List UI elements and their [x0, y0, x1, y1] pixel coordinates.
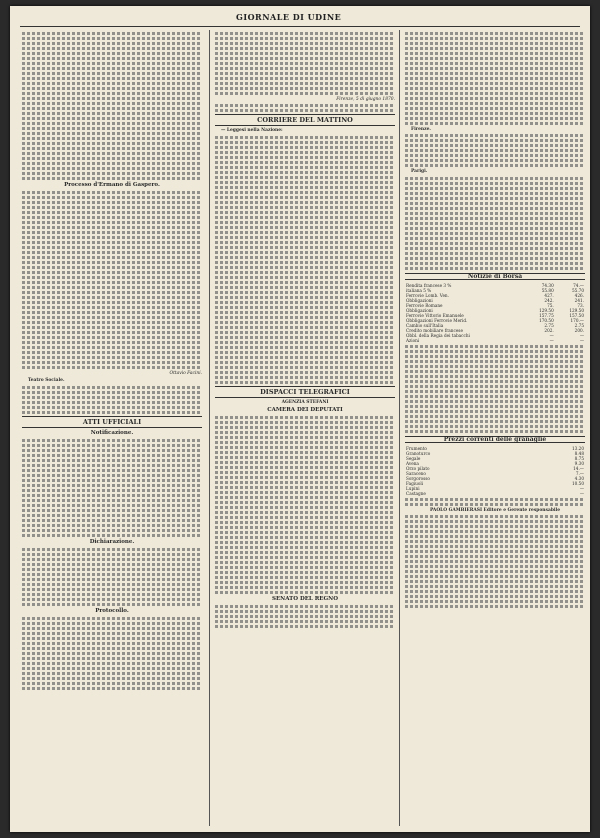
heading-parigi: Parigi.	[411, 169, 428, 175]
granaglie-label: Avena	[406, 461, 419, 467]
granaglie-label: Castagne	[406, 491, 426, 497]
granaglie-value: 8.48	[574, 451, 584, 457]
article-text	[405, 134, 585, 167]
column-2	[215, 30, 395, 828]
article-text	[405, 498, 585, 506]
granaglie-label: Sorgorosso	[406, 476, 430, 482]
borsa-value: 129.50	[569, 307, 584, 313]
granaglie-value: —	[579, 486, 584, 492]
borsa-value: 200.	[574, 327, 584, 333]
table-row	[405, 491, 585, 496]
borsa-value: 74.—	[573, 282, 584, 288]
heading-notizie-borsa: Notizie di Borsa	[405, 273, 585, 280]
granaglie-value: 10.50	[572, 481, 584, 487]
granaglie-label: Saraceno	[406, 471, 426, 477]
column-1	[22, 30, 202, 828]
article-text	[215, 104, 395, 112]
article-text	[405, 32, 585, 125]
heading-camera: CAMERA DEI DEPUTATI	[267, 406, 343, 413]
heading-corriere: CORRIERE DEL MATTINO	[215, 114, 395, 126]
table-row	[405, 338, 585, 343]
granaglie-value: 14.—	[573, 466, 584, 472]
granaglie-value: 8.75	[574, 456, 584, 462]
granaglie-value: 13.20	[572, 446, 584, 452]
borsa-value: 2.75	[574, 322, 584, 328]
article-text	[22, 32, 202, 180]
date-line: Firenze, 5 di giugno 1870.	[336, 97, 395, 102]
heading-atti-ufficiali: ATTI UFFICIALI	[22, 416, 202, 428]
article-text	[215, 136, 395, 384]
heading-dichiarazione: Dichiarazione.	[89, 538, 135, 545]
heading-teatro: Teatro Sociale.	[28, 378, 65, 384]
borsa-value: 157.50	[569, 312, 584, 318]
borsa-label: Cambio sull'Italia	[406, 322, 444, 328]
article-text	[22, 439, 202, 537]
borsa-label: Obbligazioni	[406, 307, 433, 313]
article-text	[215, 32, 395, 95]
masthead-title: GIORNALE DI UDINE	[236, 12, 342, 22]
heading-senato: SENATO DEL REGNO	[272, 595, 338, 602]
borsa-value: 129.50	[539, 307, 554, 313]
heading-agenzia: AGENZIA STEFANI	[281, 399, 329, 405]
article-text	[215, 605, 395, 628]
article-text	[22, 548, 202, 606]
borsa-label: Obbl. della Regia dei tabacchi	[406, 332, 470, 338]
newspaper-page	[10, 6, 590, 832]
borsa-label: Rendita francese 3 %	[406, 282, 452, 288]
article-text	[22, 386, 202, 414]
granaglie-value: 9.30	[574, 461, 584, 467]
granaglie-label: Fagiuoli	[406, 481, 424, 487]
borsa-label: Ferrovie Romane	[406, 302, 443, 308]
granaglie-label: Lupini	[406, 486, 420, 492]
granaglie-label: Frumento	[406, 446, 427, 452]
borsa-value: 74.30	[541, 282, 554, 288]
borsa-label: italiana 5 %	[406, 287, 432, 293]
masthead-rule	[20, 26, 580, 27]
heading-processo: Processo d'Ermano di Gaspero.	[64, 182, 160, 188]
borsa-value: —	[549, 332, 554, 338]
borsa-value: 75.	[547, 302, 554, 308]
borsa-value: —	[579, 337, 584, 343]
article-text	[22, 617, 202, 690]
heading-firenze: Firenze.	[411, 127, 431, 132]
borsa-value: 170.50	[539, 317, 554, 323]
article-text	[22, 191, 202, 369]
borsa-label: Ferrovie Lomb. Ven.	[406, 292, 449, 298]
article-text	[405, 177, 585, 270]
granaglie-value: —	[579, 491, 584, 497]
column-divider-2	[399, 30, 400, 826]
column-divider-1	[209, 30, 210, 826]
granaglie-label: Segale	[406, 456, 421, 462]
article-text	[215, 416, 395, 594]
borsa-value: —	[579, 332, 584, 338]
granaglie-label: Granoturco	[406, 451, 431, 457]
masthead	[10, 12, 590, 26]
signature: Ottavio Facini.	[169, 371, 202, 376]
borsa-label: Obbligazioni Ferrovie Merid.	[406, 317, 468, 323]
borsa-value: 55.70	[572, 287, 584, 293]
borsa-value: —	[549, 337, 554, 343]
borsa-value: 55.80	[541, 287, 554, 293]
granaglie-value: 4.30	[574, 476, 584, 482]
borsa-value: 157.75	[539, 312, 554, 318]
heading-notificazione: Notificazione.	[90, 429, 134, 436]
borsa-value: 242.	[544, 297, 554, 303]
borsa-label: Obbligazioni	[406, 297, 433, 303]
heading-protocollo: Protocollo.	[95, 607, 129, 614]
granaglie-label: Orzo pilato	[406, 466, 430, 472]
borsa-label: Ferrovie Vittorio Emanuele	[406, 312, 464, 318]
article-text	[405, 515, 585, 608]
column-3	[405, 30, 585, 828]
granaglie-value: 7.—	[575, 471, 584, 477]
heading-prezzi-granaglie: Prezzi correnti delle granaglie	[405, 436, 585, 443]
borsa-label: Credito mobiliare francese	[406, 327, 463, 333]
heading-dispacci: DISPACCI TELEGRAFICI	[215, 386, 395, 398]
borsa-table	[405, 283, 585, 343]
article-text	[405, 345, 585, 433]
borsa-value: 202.	[544, 327, 554, 333]
borsa-value: 241.	[574, 297, 584, 303]
borsa-value: 73.	[577, 302, 584, 308]
borsa-value: 170.—	[570, 317, 584, 323]
footer-editor: PAOLO GAMBIERASI Editore e Gerente responsabile	[429, 508, 561, 514]
borsa-value: 426.	[574, 292, 584, 298]
borsa-value: 427.	[544, 292, 554, 298]
granaglie-table	[405, 446, 585, 496]
borsa-label: Azioni	[406, 337, 420, 343]
borsa-value: 2.75	[544, 322, 554, 328]
heading-legge: — Leggesi nella Nazione:	[221, 128, 283, 134]
